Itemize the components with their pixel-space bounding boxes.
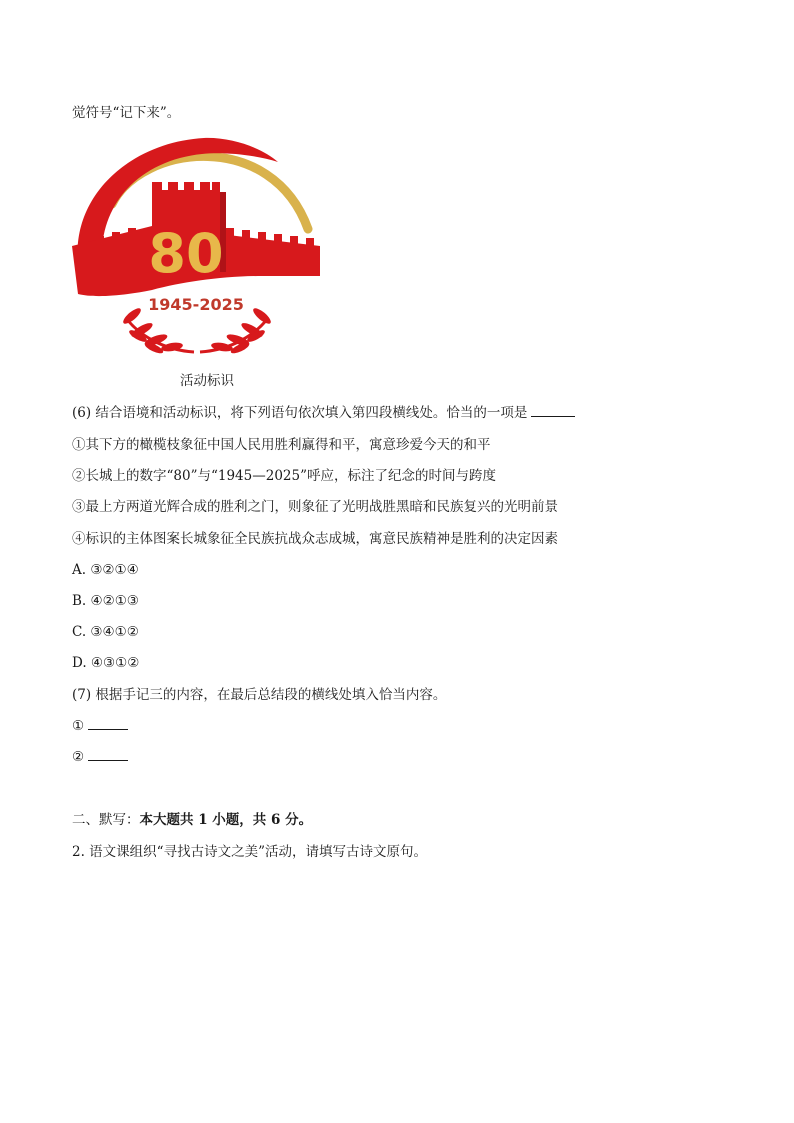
answer-blank-1[interactable] bbox=[88, 717, 128, 730]
question7-blank-1 bbox=[72, 717, 128, 735]
question6-stem-text: (6) 结合语境和活动标识，将下列语句依次填入第四段横线处。恰当的一项是 bbox=[72, 405, 528, 421]
blank-number-1: ① bbox=[72, 718, 85, 734]
option-c[interactable]: C. ③④①② bbox=[72, 624, 139, 640]
question7-blank-2 bbox=[72, 748, 128, 766]
section2-heading-prefix: 二、默写： bbox=[72, 812, 140, 828]
question6-stem bbox=[72, 404, 575, 422]
question7-stem: (7) 根据手记三的内容，在最后总结段的横线处填入恰当内容。 bbox=[72, 687, 447, 703]
section2-heading bbox=[72, 811, 312, 829]
answer-blank-2[interactable] bbox=[88, 748, 128, 761]
logo-years: 1945-2025 bbox=[148, 295, 244, 314]
answer-blank[interactable] bbox=[531, 404, 575, 417]
intro-line: 觉符号“记下来”。 bbox=[72, 105, 181, 121]
statement-3: ③最上方两道光辉合成的胜利之门，则象征了光明战胜黑暗和民族复兴的光明前景 bbox=[72, 499, 558, 515]
option-a[interactable]: A. ③②①④ bbox=[72, 562, 139, 578]
blank-number-2: ② bbox=[72, 749, 85, 765]
activity-logo bbox=[72, 134, 322, 356]
section2-heading-bold: 本大题共 1 小题，共 6 分。 bbox=[139, 812, 313, 828]
question2-text: 2. 语文课组织“寻找古诗文之美”活动，请填写古诗文原句。 bbox=[72, 844, 427, 860]
logo-number: 80 bbox=[148, 222, 224, 285]
option-b[interactable]: B. ④②①③ bbox=[72, 593, 139, 609]
statement-1: ①其下方的橄榄枝象征中国人民用胜利赢得和平，寓意珍爱今天的和平 bbox=[72, 437, 491, 453]
logo-caption: 活动标识 bbox=[180, 373, 234, 389]
logo-graphic bbox=[72, 134, 322, 356]
option-d[interactable]: D. ④③①② bbox=[72, 655, 140, 671]
statement-2: ②长城上的数字“80”与“1945—2025”呼应，标注了纪念的时间与跨度 bbox=[72, 468, 496, 484]
statement-4: ④标识的主体图案长城象征全民族抗战众志成城，寓意民族精神是胜利的决定因素 bbox=[72, 531, 558, 547]
